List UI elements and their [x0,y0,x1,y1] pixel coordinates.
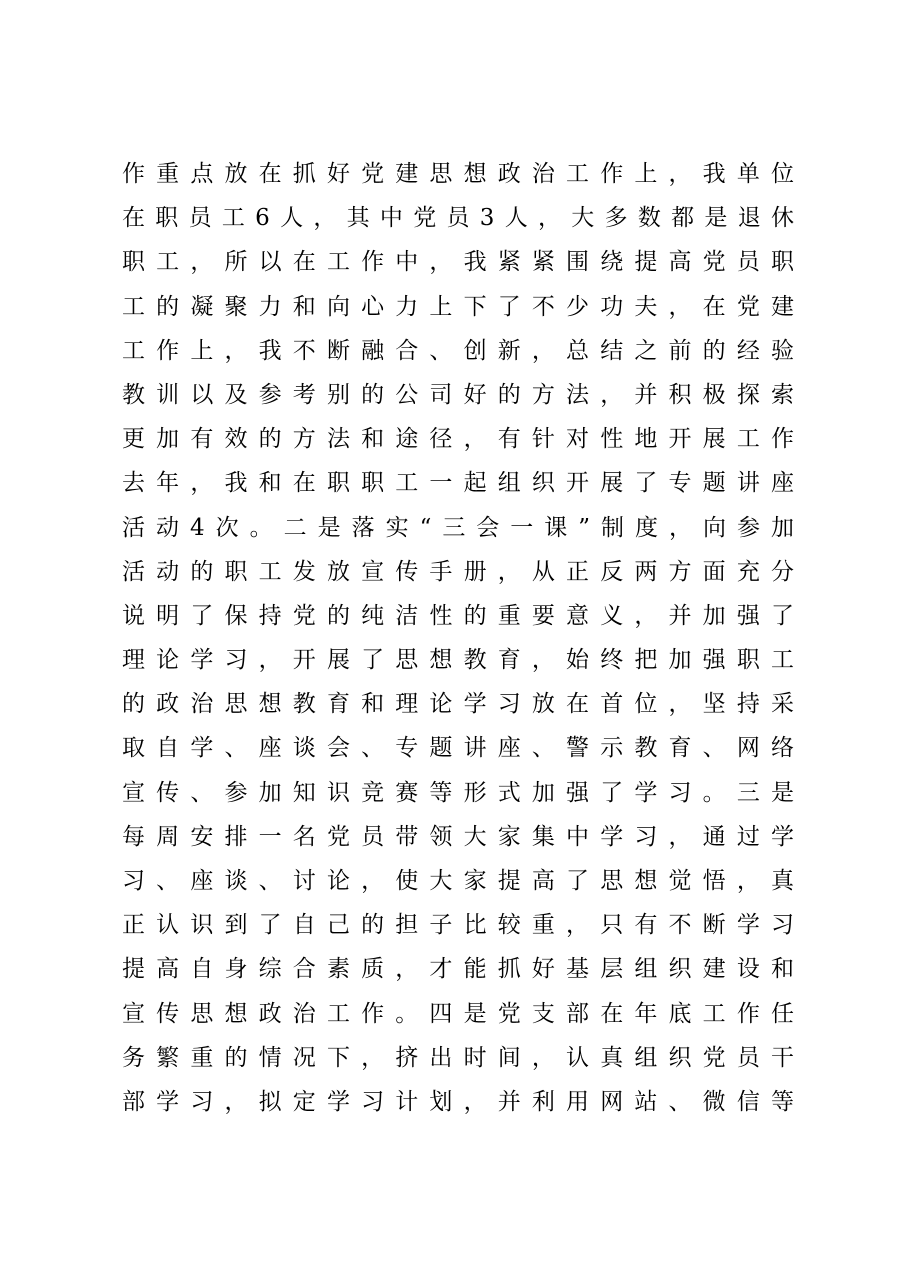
body-text [122,152,794,1124]
text-line: 活动4次。二是落实“三会一课”制度，向参加 [122,514,794,541]
text-line: 在职员工6人，其中党员3人，大多数都是退休 [122,205,794,232]
text-line: 取自学、座谈会、专题讲座、警示教育、网络 [122,735,794,762]
text-line: 务繁重的情况下，挤出时间，认真组织党员干 [122,1044,794,1071]
text-line: 教训以及参考别的公司好的方法，并积极探索 [122,381,794,408]
text-line: 职工，所以在工作中，我紧紧围绕提高党员职 [122,249,794,276]
text-line: 工作上，我不断融合、创新，总结之前的经验 [122,337,794,364]
text-line: 习、座谈、讨论，使大家提高了思想觉悟，真 [122,868,794,894]
text-line: 宣传思想政治工作。四是党支部在年底工作任 [122,1000,794,1027]
text-line: 活动的职工发放宣传手册，从正反两方面充分 [122,558,794,585]
text-line: 去年，我和在职职工一起组织开展了专题讲座 [122,470,794,497]
text-line: 工的凝聚力和向心力上下了不少功夫，在党建 [122,293,794,320]
text-line: 提高自身综合素质，才能抓好基层组织建设和 [122,956,794,983]
text-line: 每周安排一名党员带领大家集中学习，通过学 [122,823,794,850]
text-line: 作重点放在抓好党建思想政治工作上，我单位 [122,161,794,187]
text-line: 理论学习，开展了思想教育，始终把加强职工 [122,647,794,674]
text-line: 正认识到了自己的担子比较重，只有不断学习 [122,912,794,939]
text-line: 的政治思想教育和理论学习放在首位，坚持采 [122,691,794,718]
text-line: 说明了保持党的纯洁性的重要意义，并加强了 [122,602,794,629]
text-line: 更加有效的方法和途径，有针对性地开展工作 [122,426,794,453]
text-line: 部学习，拟定学习计划，并利用网站、微信等 [122,1088,794,1115]
text-line: 宣传、参加知识竞赛等形式加强了学习。三是 [122,779,794,806]
